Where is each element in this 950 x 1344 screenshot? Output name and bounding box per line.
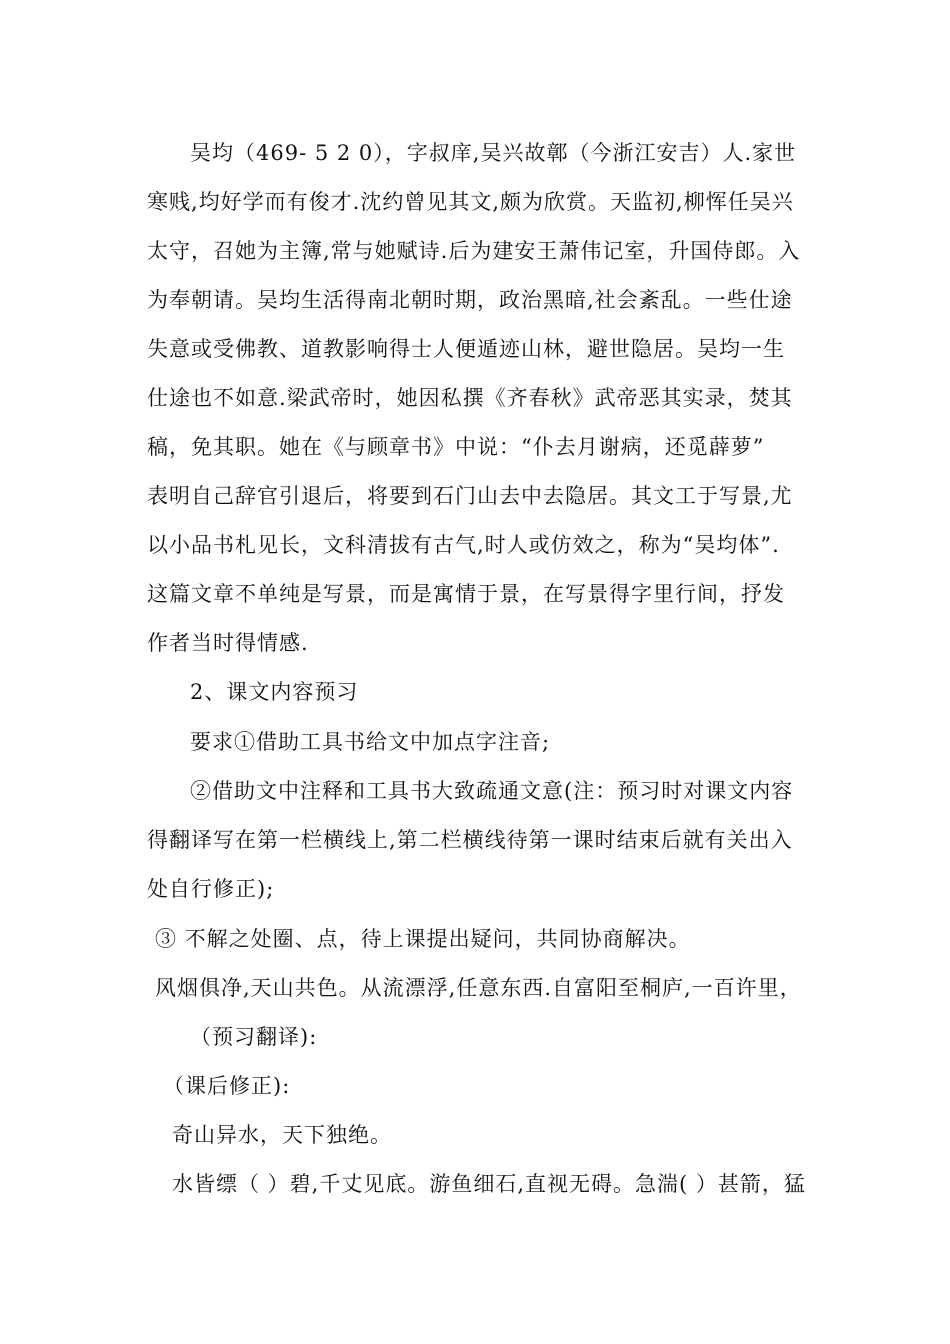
text-line: 要求①借助工具书给文中加点字注音;	[190, 730, 551, 754]
text-line: 吴均（469- 5 2 0），字叔庠,吴兴故鄣（今浙江安吉）人.家世	[190, 141, 797, 165]
translation-label: （预习翻译):	[190, 1025, 318, 1049]
section-heading: 2、课文内容预习	[190, 680, 359, 704]
text-line: 风烟俱净,天山共色。从流漂浮,任意东西.自富阳至桐庐,一百许里，	[155, 976, 802, 1000]
text-line: 失意或受佛教、道教影响得士人便遁迹山林，避世隐居。吴均一生	[147, 337, 785, 361]
text-line: 表明自己辞官引退后，将要到石门山去中去隐居。其文工于写景,尤	[147, 484, 793, 508]
text-line: 处自行修正);	[147, 877, 275, 901]
text-line: 寒贱,均好学而有俊才.沈约曾见其文,颇为欣赏。天监初,柳恽任吴兴	[147, 190, 794, 214]
text-line: 这篇文章不单纯是写景，而是寓情于景，在写景得字里行间，抒发	[147, 582, 785, 606]
text-line: 仕途也不如意.梁武帝时，她因私撰《齐春秋》武帝恶其实录，焚其	[147, 386, 793, 410]
text-line: 奇山异水，天下独绝。	[172, 1123, 392, 1147]
text-line: 得翻译写在第一栏横线上,第二栏横线待第一课时结束后就有关出入	[147, 828, 793, 852]
text-line: ②借助文中注释和工具书大致疏通文意(注：预习时对课文内容	[190, 779, 794, 803]
correction-label: （课后修正):	[163, 1074, 291, 1098]
text-line: 稿，免其职。她在《与顾章书》中说：“仆去月谢病，还觅薜萝”	[147, 435, 765, 459]
text-line: 太守，召她为主簿,常与她赋诗.后为建安王萧伟记室，升国侍郎。入	[147, 239, 801, 263]
text-line: 以小品书札见长，文科清拔有古气,时人或仿效之，称为“吴均体”.	[147, 533, 780, 557]
text-line: 为奉朝请。吴均生活得南北朝时期，政治黑暗,社会紊乱。一些仕途	[147, 288, 793, 312]
text-line: ③ 不解之处圈、点，待上课提出疑问，共同协商解决。	[155, 927, 691, 951]
text-line: 作者当时得情感.	[147, 631, 309, 655]
text-line: 水皆缥（ ）碧,千丈见底。游鱼细石,直视无碍。急湍( ）甚箭，猛	[172, 1172, 806, 1196]
